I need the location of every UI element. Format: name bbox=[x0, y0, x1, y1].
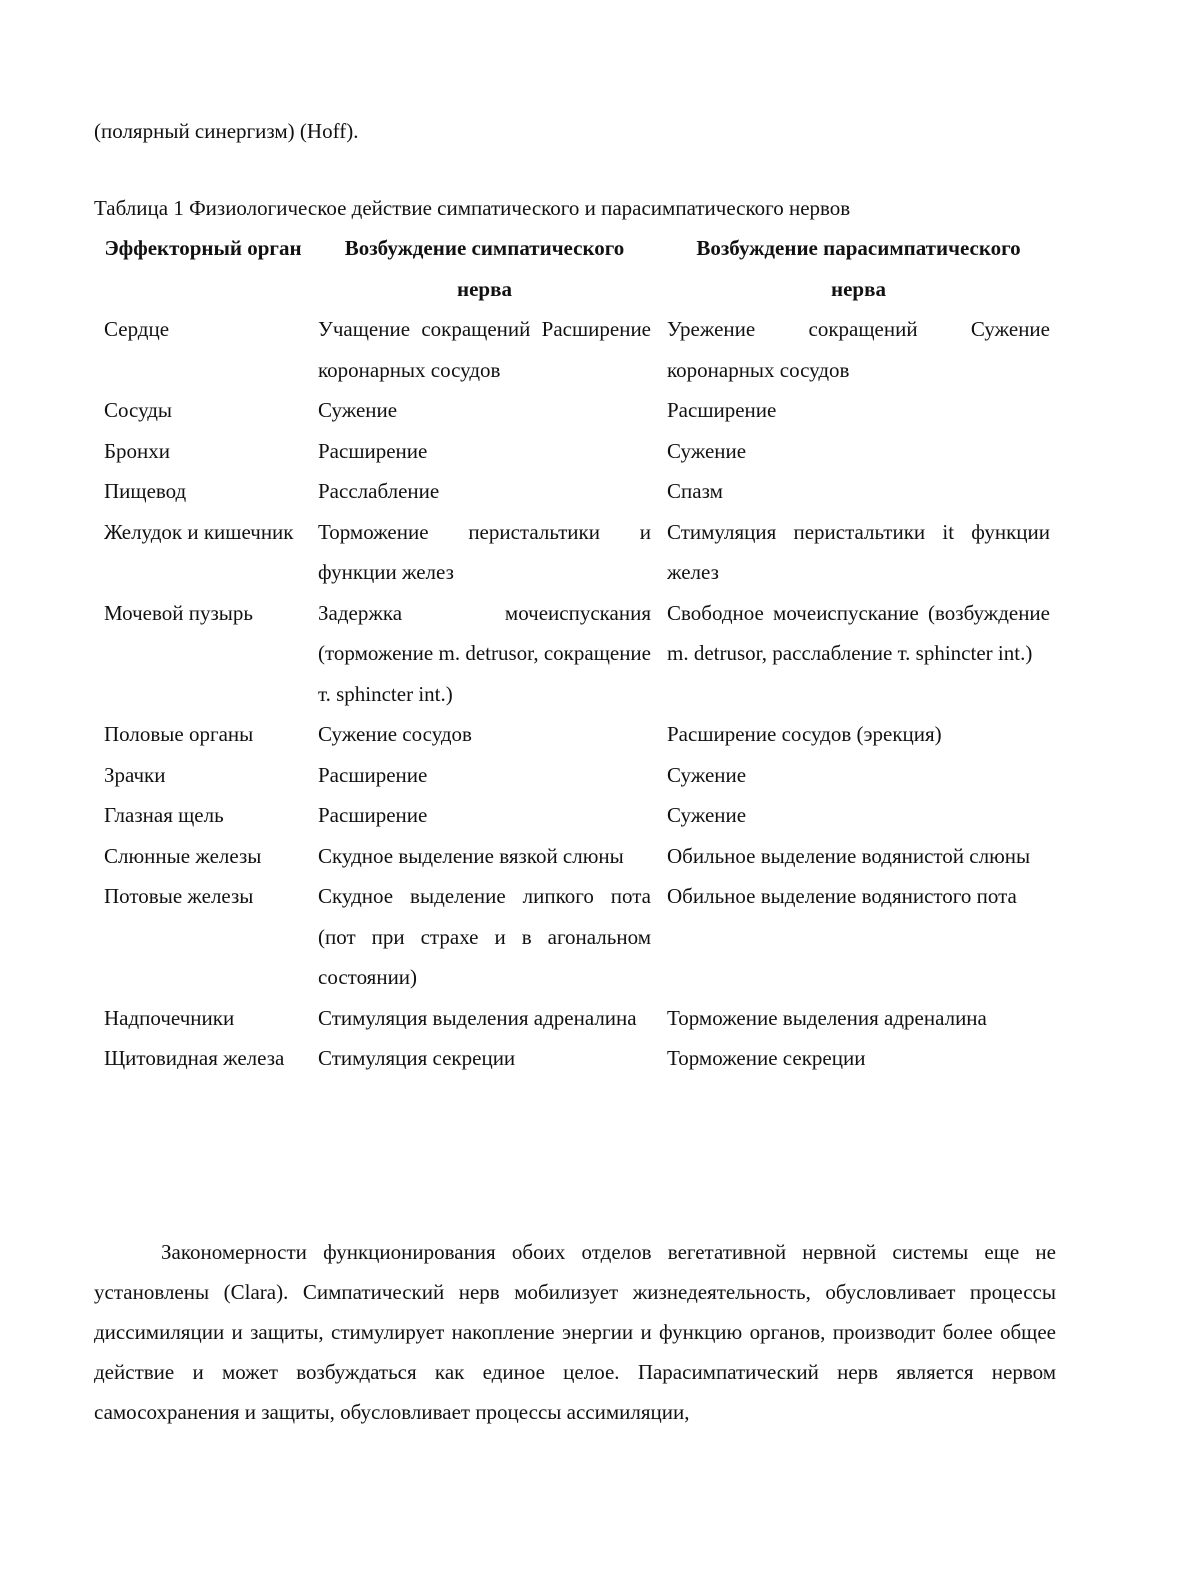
parasympathetic-cell: Обильное выделение водянистого пота bbox=[667, 884, 1017, 908]
parasympathetic-cell: Сужение bbox=[667, 803, 747, 827]
sympathetic-cell: Расширение bbox=[318, 803, 428, 827]
header-organ: Эффекторный орган bbox=[104, 236, 302, 260]
organ-cell: Половые органы bbox=[104, 722, 254, 746]
organ-cell: Зрачки bbox=[104, 762, 166, 787]
table-row bbox=[96, 998, 1058, 1039]
table-row bbox=[96, 471, 1058, 512]
sympathetic-cell: Стимуляция выделения адреналина bbox=[318, 1005, 637, 1030]
sympathetic-cell: Расслабление bbox=[318, 479, 440, 503]
table-row bbox=[96, 1038, 1058, 1079]
sympathetic-cell: Скудное выделение вязкой слюны bbox=[318, 843, 624, 868]
table-row bbox=[96, 593, 1058, 715]
table-row bbox=[96, 755, 1058, 796]
table-row bbox=[96, 390, 1058, 431]
organ-cell: Желудок и кишечник bbox=[104, 519, 294, 544]
table-row bbox=[96, 714, 1058, 755]
sympathetic-cell: Учащение сокращений Расширение коронарных сосудов bbox=[318, 317, 651, 382]
parasympathetic-cell: Обильное выделение водянистой слюны bbox=[667, 843, 1031, 868]
sympathetic-cell: Задержка мочеиспускания (торможение m. detrusor, сокращение т. sphincter int.) bbox=[318, 600, 651, 706]
table-header-row bbox=[96, 228, 1058, 309]
parasympathetic-cell: Сужение bbox=[667, 762, 747, 787]
parasympathetic-cell: Торможение выделения адреналина bbox=[667, 1005, 987, 1030]
body-paragraph: Закономерности функционирования обоих отделов вегетативной нервной системы еще не установлены (Clara). Симпатический нерв мобилизует жизнедеятельность, обусловливает процессы диссимиляции и защиты, стимулирует накопление энергии и функцию органов, производит более общее действие и может возбуждаться как единое целое. Парасимпатический нерв является нервом самосохранения и защиты, обусловливает процессы ассимиляции, bbox=[94, 1240, 1056, 1424]
table-row bbox=[96, 512, 1058, 593]
table-caption: Таблица 1 Физиологическое действие симпатического и парасимпатического нервов bbox=[94, 196, 851, 220]
organ-cell: Слюнные железы bbox=[104, 843, 262, 868]
parasympathetic-cell: Свободное мочеиспускание (возбуждение m. detrusor, расслабление т. sphincter int.) bbox=[667, 600, 1050, 665]
table-row bbox=[96, 431, 1058, 472]
sympathetic-cell: Сужение сосудов bbox=[318, 722, 472, 746]
effects-table bbox=[96, 228, 1058, 1079]
organ-cell: Сердце bbox=[104, 317, 170, 341]
parasympathetic-cell: Урежение сокращений Сужение коронарных сосудов bbox=[667, 317, 1050, 382]
table-row bbox=[96, 309, 1058, 390]
sympathetic-cell: Торможение перистальтики и функции желез bbox=[318, 519, 651, 584]
parasympathetic-cell: Расширение bbox=[667, 398, 777, 422]
parasympathetic-cell: Торможение секреции bbox=[667, 1046, 866, 1070]
table-row bbox=[96, 836, 1058, 877]
header-sympathetic: Возбуждение симпатического нерва bbox=[344, 236, 625, 301]
organ-cell: Мочевой пузырь bbox=[104, 600, 253, 625]
top-line-text: (полярный синергизм) (Hoff). bbox=[94, 119, 359, 143]
parasympathetic-cell: Спазм bbox=[667, 479, 723, 503]
sympathetic-cell: Сужение bbox=[318, 398, 398, 422]
table-row bbox=[96, 795, 1058, 836]
sympathetic-cell: Стимуляция секреции bbox=[318, 1046, 516, 1070]
table-row bbox=[96, 876, 1058, 998]
organ-cell: Надпочечники bbox=[104, 1005, 235, 1030]
parasympathetic-cell: Сужение bbox=[667, 438, 747, 463]
parasympathetic-cell: Расширение сосудов (эрекция) bbox=[667, 722, 942, 746]
sympathetic-cell: Расширение bbox=[318, 762, 428, 787]
organ-cell: Потовые железы bbox=[104, 884, 254, 908]
sympathetic-cell: Расширение bbox=[318, 438, 428, 463]
header-parasympathetic: Возбуждение парасимпатического нерва bbox=[696, 236, 1021, 301]
parasympathetic-cell: Стимуляция перистальтики it функции желез bbox=[667, 519, 1050, 584]
organ-cell: Пищевод bbox=[104, 479, 187, 503]
organ-cell: Щитовидная железа bbox=[104, 1046, 285, 1070]
organ-cell: Бронхи bbox=[104, 438, 171, 463]
organ-cell: Глазная щель bbox=[104, 803, 224, 827]
sympathetic-cell: Скудное выделение липкого пота (пот при страхе и в агональном состоянии) bbox=[318, 884, 651, 989]
organ-cell: Сосуды bbox=[104, 398, 173, 422]
